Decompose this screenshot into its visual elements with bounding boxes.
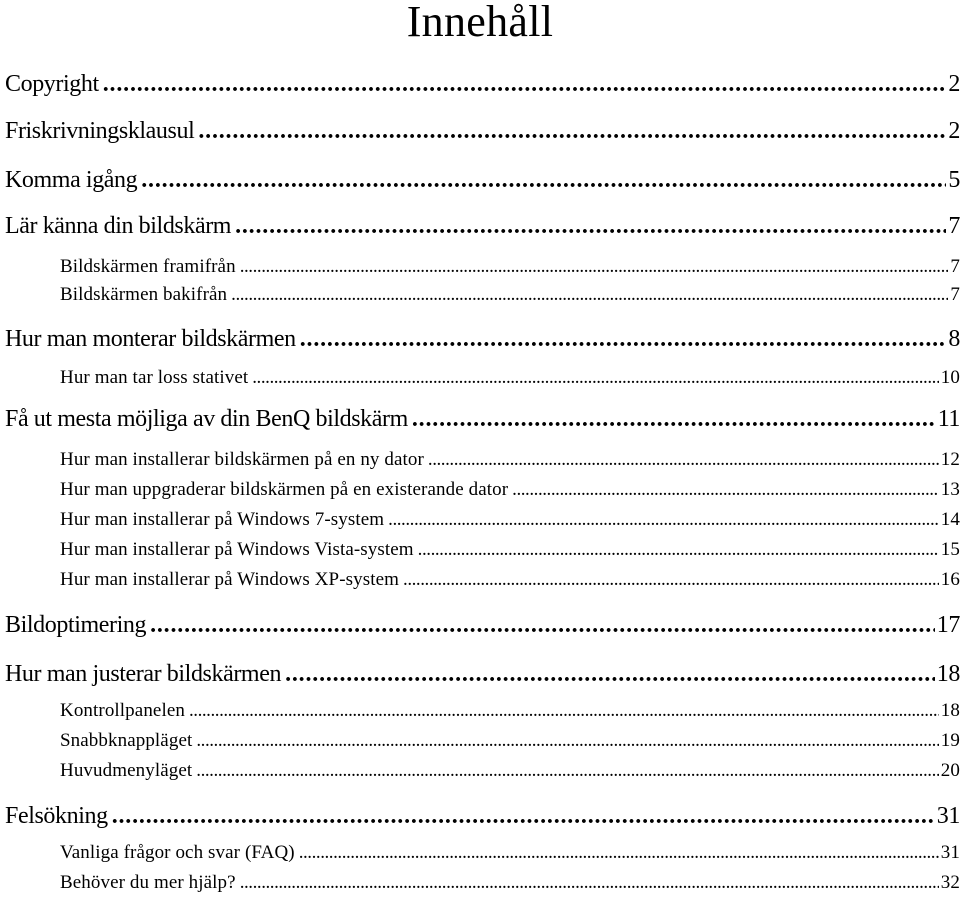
toc-dot-leader [403, 569, 939, 591]
toc-page-number: 18 [940, 700, 960, 721]
toc-page-number: 2 [948, 71, 960, 97]
toc-section-entry[interactable] [60, 449, 960, 475]
toc-page-number: 8 [948, 326, 960, 352]
toc-section-entry[interactable] [60, 256, 960, 282]
toc-page-number: 16 [940, 569, 960, 590]
toc-dot-leader [103, 71, 947, 98]
toc-page-number: 14 [940, 509, 960, 530]
toc-chapter-entry[interactable] [5, 612, 960, 642]
toc-page-number: 12 [940, 449, 960, 470]
toc-chapter-entry[interactable] [5, 71, 960, 101]
toc-page-number: 31 [940, 842, 960, 863]
toc-dot-leader [285, 661, 935, 688]
page-title: Innehåll [406, 0, 554, 46]
toc-chapter-entry[interactable] [5, 167, 960, 197]
toc-entry-label: Copyright [5, 71, 99, 97]
toc-entry-label: Hur man uppgraderar bildskärmen på en existerande dator [60, 479, 509, 500]
toc-section-entry[interactable] [60, 730, 960, 756]
toc-dot-leader [198, 118, 946, 145]
toc-dot-leader [196, 760, 939, 782]
toc-chapter-entry[interactable] [5, 661, 960, 691]
toc-entry-label: Lär känna din bildskärm [5, 213, 232, 239]
toc-page-number: 18 [936, 661, 960, 687]
toc-page-number: 2 [948, 118, 960, 144]
toc-page-number: 17 [936, 612, 960, 638]
toc-dot-leader [112, 803, 935, 830]
toc-dot-leader [189, 700, 939, 722]
toc-page-number: 10 [940, 367, 960, 388]
toc-page-number: 31 [936, 803, 960, 829]
toc-dot-leader [388, 509, 939, 531]
toc-dot-leader [235, 213, 946, 240]
toc-dot-leader [300, 326, 947, 353]
toc-dot-leader [299, 842, 939, 864]
toc-dot-leader [150, 612, 935, 639]
toc-dot-leader [141, 167, 946, 194]
toc-entry-label: Hur man installerar på Windows XP-system [60, 569, 400, 590]
toc-entry-label: Hur man justerar bildskärmen [5, 661, 282, 687]
toc-entry-label: Bildskärmen bakifrån [60, 284, 228, 305]
toc-entry-label: Bildoptimering [5, 612, 147, 638]
toc-section-entry[interactable] [60, 872, 960, 898]
toc-entry-label: Hur man installerar bildskärmen på en ny dator [60, 449, 424, 470]
toc-section-entry[interactable] [60, 842, 960, 868]
toc-page-number: 7 [950, 284, 960, 305]
toc-entry-label: Huvudmenyläget [60, 760, 193, 781]
toc-entry-label: Hur man installerar på Windows 7-system [60, 509, 385, 530]
toc-dot-leader [240, 872, 939, 894]
toc-page-number: 32 [940, 872, 960, 893]
toc-chapter-entry[interactable] [5, 803, 960, 833]
toc-section-entry[interactable] [60, 760, 960, 786]
toc-dot-leader [512, 479, 939, 501]
toc-dot-leader [196, 730, 938, 752]
toc-chapter-entry[interactable] [5, 213, 960, 243]
toc-entry-label: Kontrollpanelen [60, 700, 185, 721]
toc-dot-leader [428, 449, 939, 471]
toc-chapter-entry[interactable] [5, 326, 960, 356]
toc-page-number: 19 [940, 730, 960, 751]
toc-section-entry[interactable] [60, 569, 960, 595]
toc-dot-leader [240, 256, 949, 278]
toc-dot-leader [231, 284, 948, 306]
toc-entry-label: Komma igång [5, 167, 138, 193]
toc-page-number: 15 [940, 539, 960, 560]
toc-dot-leader [252, 367, 939, 389]
toc-entry-label: Felsökning [5, 803, 108, 829]
toc-chapter-entry[interactable] [5, 406, 960, 436]
toc-page-number: 20 [940, 760, 960, 781]
toc-section-entry[interactable] [60, 700, 960, 726]
toc-entry-label: Hur man installerar på Windows Vista-system [60, 539, 414, 560]
toc-entry-label: Vanliga frågor och svar (FAQ) [60, 842, 295, 863]
toc-section-entry[interactable] [60, 479, 960, 505]
toc-section-entry[interactable] [60, 367, 960, 393]
toc-section-entry[interactable] [60, 284, 960, 310]
toc-section-entry[interactable] [60, 509, 960, 535]
toc-page-number: 7 [948, 213, 960, 239]
toc-section-entry[interactable] [60, 539, 960, 565]
toc-entry-label: Hur man tar loss stativet [60, 367, 249, 388]
toc-entry-label: Få ut mesta möjliga av din BenQ bildskärm [5, 406, 408, 432]
toc-entry-label: Snabbknappläget [60, 730, 193, 751]
toc-entry-label: Friskrivningsklausul [5, 118, 195, 144]
toc-dot-leader [412, 406, 936, 433]
toc-page-number: 11 [937, 406, 960, 432]
toc-page-number: 5 [948, 167, 960, 193]
toc-entry-label: Behöver du mer hjälp? [60, 872, 236, 893]
toc-page-number: 7 [950, 256, 960, 277]
toc-chapter-entry[interactable] [5, 118, 960, 148]
toc-entry-label: Hur man monterar bildskärmen [5, 326, 296, 352]
toc-entry-label: Bildskärmen framifrån [60, 256, 236, 277]
toc-page-number: 13 [940, 479, 960, 500]
toc-dot-leader [418, 539, 939, 561]
